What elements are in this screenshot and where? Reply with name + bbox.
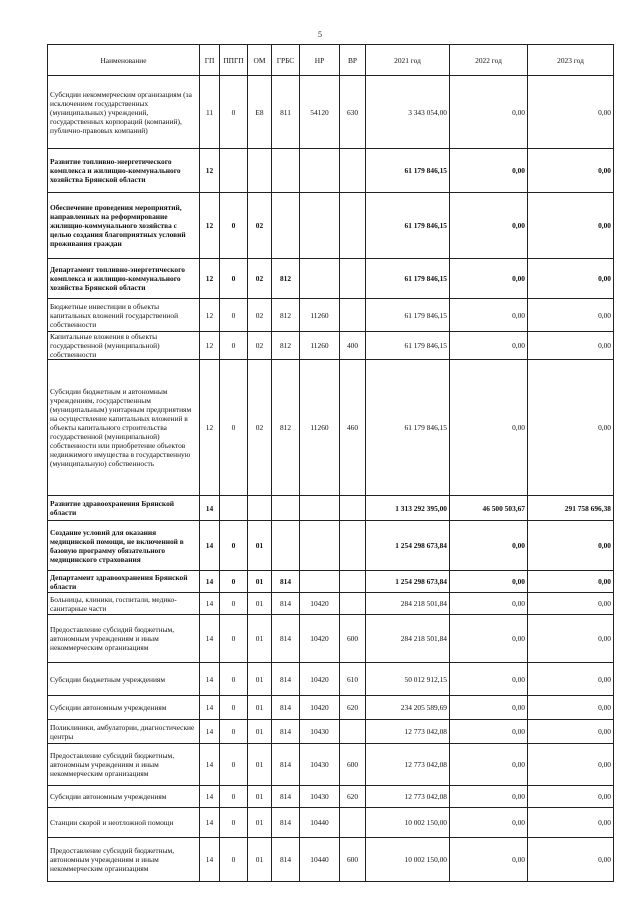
cell-np (300, 193, 340, 259)
table-row (48, 696, 614, 720)
cell-om: 01 (248, 744, 272, 786)
header-ppgp: ППГП (220, 45, 248, 76)
cell-gp: 14 (200, 521, 220, 571)
cell-ppgp: 0 (220, 663, 248, 696)
cell-2021: 61 179 846,15 (366, 332, 450, 360)
cell-grbs: 811 (272, 76, 300, 149)
cell-name: Станции скорой и неотложной помощи (48, 808, 200, 838)
cell-2023: 0,00 (528, 360, 614, 496)
cell-2022: 0,00 (450, 299, 528, 332)
cell-ppgp: 0 (220, 808, 248, 838)
cell-grbs: 814 (272, 720, 300, 744)
cell-om: 02 (248, 360, 272, 496)
cell-2022: 0,00 (450, 663, 528, 696)
cell-gp: 14 (200, 786, 220, 808)
cell-name: Больницы, клиники, госпитали, медико-санитарные части (48, 593, 200, 615)
cell-om: 01 (248, 593, 272, 615)
cell-np: 10420 (300, 615, 340, 663)
cell-ppgp: 0 (220, 193, 248, 259)
cell-2023: 0,00 (528, 744, 614, 786)
cell-2023: 0,00 (528, 838, 614, 882)
cell-vr: 620 (340, 696, 366, 720)
cell-np: 11260 (300, 299, 340, 332)
cell-grbs (272, 521, 300, 571)
cell-om (248, 149, 272, 193)
cell-grbs: 814 (272, 808, 300, 838)
cell-om: 02 (248, 193, 272, 259)
cell-grbs: 814 (272, 571, 300, 593)
header-vr: ВР (340, 45, 366, 76)
cell-gp: 14 (200, 696, 220, 720)
cell-2023: 0,00 (528, 259, 614, 299)
cell-2023: 0,00 (528, 193, 614, 259)
cell-vr: 460 (340, 360, 366, 496)
table-row (48, 193, 614, 259)
cell-np: 11260 (300, 332, 340, 360)
cell-np: 11260 (300, 360, 340, 496)
cell-om: 01 (248, 838, 272, 882)
cell-name: Субсидии автономным учреждениям (48, 696, 200, 720)
cell-2023: 0,00 (528, 149, 614, 193)
table-row (48, 360, 614, 496)
cell-2021: 61 179 846,15 (366, 259, 450, 299)
cell-vr (340, 571, 366, 593)
cell-2023: 0,00 (528, 808, 614, 838)
cell-2023: 0,00 (528, 593, 614, 615)
cell-name: Департамент здравоохранения Брянской области (48, 571, 200, 593)
table-row (48, 744, 614, 786)
cell-vr: 600 (340, 744, 366, 786)
cell-gp: 14 (200, 744, 220, 786)
cell-om: 01 (248, 521, 272, 571)
table-row (48, 149, 614, 193)
cell-np: 10440 (300, 808, 340, 838)
cell-name: Предоставление субсидий бюджетным, автономным учреждениям и иным некоммерческим организациям (48, 615, 200, 663)
cell-vr (340, 593, 366, 615)
cell-vr: 630 (340, 76, 366, 149)
cell-grbs (272, 193, 300, 259)
cell-ppgp: 0 (220, 521, 248, 571)
cell-2023: 0,00 (528, 76, 614, 149)
cell-gp: 12 (200, 360, 220, 496)
cell-2022: 0,00 (450, 593, 528, 615)
cell-2021: 61 179 846,15 (366, 299, 450, 332)
cell-2021: 61 179 846,15 (366, 193, 450, 259)
cell-gp: 12 (200, 332, 220, 360)
cell-om: 02 (248, 259, 272, 299)
header-2021: 2021 год (366, 45, 450, 76)
cell-2021: 1 254 298 673,84 (366, 571, 450, 593)
page-number: 5 (318, 30, 322, 39)
cell-2021: 12 773 042,08 (366, 744, 450, 786)
table-row (48, 808, 614, 838)
header-np: НР (300, 45, 340, 76)
table-row (48, 496, 614, 521)
cell-np (300, 149, 340, 193)
cell-om: 01 (248, 696, 272, 720)
cell-om: 02 (248, 299, 272, 332)
cell-om: 01 (248, 808, 272, 838)
cell-name: Субсидии некоммерческим организациям (за исключением государственных (муниципальных) учреждений, государственных корпораций (компаний), публично-правовых компаний) (48, 76, 200, 149)
header-2023: 2023 год (528, 45, 614, 76)
cell-2022: 0,00 (450, 744, 528, 786)
cell-om: 01 (248, 615, 272, 663)
table-row (48, 786, 614, 808)
cell-gp: 14 (200, 593, 220, 615)
cell-2021: 3 343 054,00 (366, 76, 450, 149)
cell-2021: 1 313 292 395,00 (366, 496, 450, 521)
cell-name: Предоставление субсидий бюджетным, автономным учреждениям и иным некоммерческим организациям (48, 838, 200, 882)
cell-grbs: 812 (272, 259, 300, 299)
cell-grbs: 814 (272, 696, 300, 720)
cell-name: Поликлиники, амбулатории, диагностические центры (48, 720, 200, 744)
cell-2022: 0,00 (450, 332, 528, 360)
cell-om: 01 (248, 663, 272, 696)
cell-ppgp: 0 (220, 360, 248, 496)
table-row (48, 521, 614, 571)
cell-grbs (272, 149, 300, 193)
cell-gp: 14 (200, 808, 220, 838)
cell-np: 10440 (300, 838, 340, 882)
cell-name: Бюджетные инвестиции в объекты капитальных вложений государственной собственности (48, 299, 200, 332)
cell-2023: 0,00 (528, 521, 614, 571)
cell-2022: 0,00 (450, 720, 528, 744)
budget-table (47, 44, 614, 882)
cell-gp: 14 (200, 720, 220, 744)
cell-ppgp: 0 (220, 838, 248, 882)
cell-ppgp: 0 (220, 786, 248, 808)
header-2022: 2022 год (450, 45, 528, 76)
cell-vr: 610 (340, 663, 366, 696)
cell-2021: 12 773 042,08 (366, 720, 450, 744)
cell-2022: 0,00 (450, 360, 528, 496)
header-name: Наименование (48, 45, 200, 76)
cell-2022: 46 500 503,67 (450, 496, 528, 521)
cell-grbs: 814 (272, 838, 300, 882)
cell-2021: 284 218 501,84 (366, 593, 450, 615)
cell-gp: 14 (200, 615, 220, 663)
cell-name: Развитие здравоохранения Брянской области (48, 496, 200, 521)
cell-np: 10430 (300, 786, 340, 808)
cell-2023: 0,00 (528, 696, 614, 720)
cell-om: 02 (248, 332, 272, 360)
cell-vr (340, 149, 366, 193)
cell-vr (340, 259, 366, 299)
cell-name: Создание условий для оказания медицинской помощи, не включенной в базовую программу обязательного медицинского страхования (48, 521, 200, 571)
cell-2022: 0,00 (450, 615, 528, 663)
cell-ppgp: 0 (220, 744, 248, 786)
cell-2022: 0,00 (450, 786, 528, 808)
cell-2023: 0,00 (528, 663, 614, 696)
cell-vr: 620 (340, 786, 366, 808)
cell-gp: 12 (200, 299, 220, 332)
cell-ppgp: 0 (220, 571, 248, 593)
header-row (48, 45, 614, 76)
cell-2022: 0,00 (450, 571, 528, 593)
table-row (48, 663, 614, 696)
cell-2021: 284 218 501,84 (366, 615, 450, 663)
cell-2021: 50 012 912,15 (366, 663, 450, 696)
table-row (48, 259, 614, 299)
cell-np: 10430 (300, 744, 340, 786)
table-row (48, 838, 614, 882)
cell-2023: 0,00 (528, 720, 614, 744)
cell-vr (340, 496, 366, 521)
cell-vr: 600 (340, 838, 366, 882)
table-row (48, 720, 614, 744)
header-grbs: ГРБС (272, 45, 300, 76)
cell-grbs: 812 (272, 360, 300, 496)
cell-ppgp: 0 (220, 720, 248, 744)
cell-gp: 12 (200, 149, 220, 193)
cell-2021: 61 179 846,15 (366, 360, 450, 496)
cell-2023: 0,00 (528, 332, 614, 360)
cell-ppgp: 0 (220, 299, 248, 332)
cell-name: Предоставление субсидий бюджетным, автономным учреждениям и иным некоммерческим организациям (48, 744, 200, 786)
cell-gp: 14 (200, 663, 220, 696)
cell-om: 01 (248, 571, 272, 593)
cell-2023: 0,00 (528, 299, 614, 332)
cell-np (300, 521, 340, 571)
cell-grbs: 812 (272, 332, 300, 360)
cell-om (248, 496, 272, 521)
table-row (48, 76, 614, 149)
cell-ppgp: 0 (220, 259, 248, 299)
cell-2021: 61 179 846,15 (366, 149, 450, 193)
cell-np: 54120 (300, 76, 340, 149)
cell-vr (340, 720, 366, 744)
table-row (48, 332, 614, 360)
cell-2022: 0,00 (450, 838, 528, 882)
cell-np: 10420 (300, 663, 340, 696)
cell-grbs: 814 (272, 615, 300, 663)
cell-grbs: 814 (272, 593, 300, 615)
cell-vr (340, 808, 366, 838)
cell-vr: 400 (340, 332, 366, 360)
cell-gp: 14 (200, 571, 220, 593)
cell-ppgp: 0 (220, 593, 248, 615)
cell-name: Департамент топливно-энергетического комплекса и жилищно-коммунального хозяйства Брянской области (48, 259, 200, 299)
table-row (48, 615, 614, 663)
cell-2022: 0,00 (450, 521, 528, 571)
cell-grbs: 814 (272, 786, 300, 808)
cell-gp: 14 (200, 496, 220, 521)
cell-2022: 0,00 (450, 193, 528, 259)
cell-name: Субсидии бюджетным учреждениям (48, 663, 200, 696)
cell-om: 01 (248, 720, 272, 744)
cell-2023: 0,00 (528, 786, 614, 808)
cell-2023: 0,00 (528, 615, 614, 663)
cell-np (300, 259, 340, 299)
cell-np: 10420 (300, 696, 340, 720)
cell-np (300, 571, 340, 593)
cell-gp: 14 (200, 838, 220, 882)
cell-2023: 0,00 (528, 571, 614, 593)
cell-ppgp: 0 (220, 615, 248, 663)
cell-grbs: 812 (272, 299, 300, 332)
cell-np (300, 496, 340, 521)
cell-ppgp (220, 149, 248, 193)
cell-vr (340, 521, 366, 571)
cell-name: Субсидии бюджетным и автономным учреждениям, государственным (муниципальным) унитарным предприятиям на осуществление капитальных вложений в объекты капитального строительства государственной (муниципальной) собственности или приобретение объектов недвижимого имущества в государственную (муниципальную) собственность (48, 360, 200, 496)
table-body (48, 76, 614, 882)
cell-2021: 10 002 150,00 (366, 808, 450, 838)
cell-name: Обеспечение проведения мероприятий, направленных на реформирование жилищно-коммунального хозяйства с целью создания благоприятных условий проживания граждан (48, 193, 200, 259)
cell-name: Развитие топливно-энергетического комплекса и жилищно-коммунального хозяйства Брянской области (48, 149, 200, 193)
cell-2022: 0,00 (450, 696, 528, 720)
cell-2022: 0,00 (450, 259, 528, 299)
cell-gp: 12 (200, 259, 220, 299)
header-om: ОМ (248, 45, 272, 76)
cell-ppgp: 0 (220, 696, 248, 720)
cell-grbs: 814 (272, 663, 300, 696)
cell-2021: 12 773 042,08 (366, 786, 450, 808)
cell-name: Капитальные вложения в объекты государственной (муниципальной) собственности (48, 332, 200, 360)
cell-gp: 12 (200, 193, 220, 259)
cell-2023: 291 758 696,38 (528, 496, 614, 521)
cell-vr (340, 299, 366, 332)
cell-om: 01 (248, 786, 272, 808)
cell-np: 10420 (300, 593, 340, 615)
cell-2022: 0,00 (450, 76, 528, 149)
cell-2021: 10 002 150,00 (366, 838, 450, 882)
cell-om: Е8 (248, 76, 272, 149)
cell-ppgp (220, 496, 248, 521)
cell-vr: 600 (340, 615, 366, 663)
table-row (48, 299, 614, 332)
cell-grbs: 814 (272, 744, 300, 786)
cell-ppgp: 0 (220, 332, 248, 360)
table-row (48, 593, 614, 615)
cell-2021: 1 254 298 673,84 (366, 521, 450, 571)
cell-gp: 11 (200, 76, 220, 149)
cell-2022: 0,00 (450, 808, 528, 838)
cell-ppgp: 0 (220, 76, 248, 149)
table-row (48, 571, 614, 593)
cell-2021: 234 205 589,69 (366, 696, 450, 720)
cell-vr (340, 193, 366, 259)
cell-2022: 0,00 (450, 149, 528, 193)
cell-grbs (272, 496, 300, 521)
cell-np: 10430 (300, 720, 340, 744)
cell-name: Субсидии автономным учреждениям (48, 786, 200, 808)
header-gp: ГП (200, 45, 220, 76)
